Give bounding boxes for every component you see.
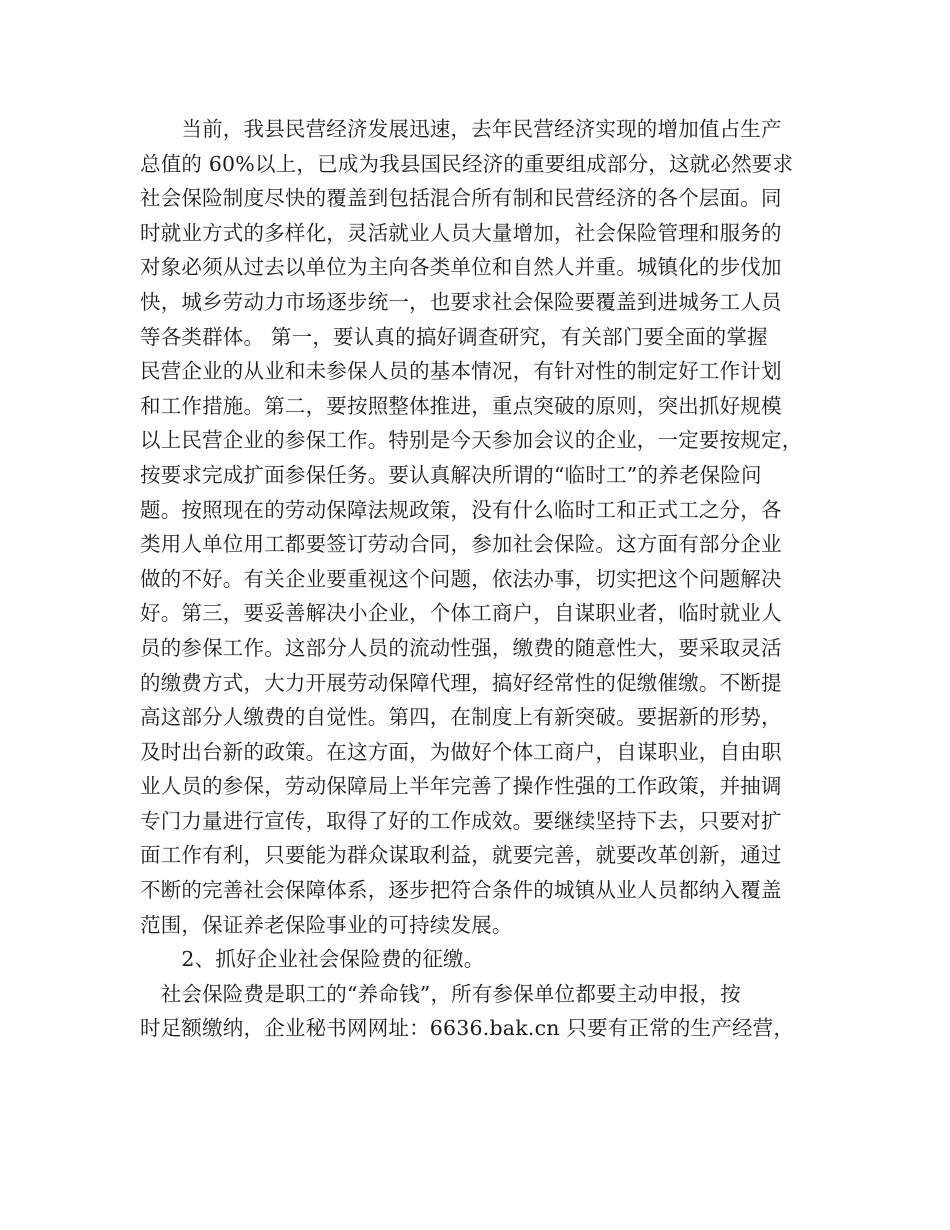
text-line: 以上民营企业的参保工作。特别是今天参加会议的企业，一定要按规定，	[140, 428, 803, 453]
text-line: 不断的完善社会保障体系，逐步把符合条件的城镇从业人员都纳入覆盖	[140, 878, 782, 903]
text-line: 民营企业的从业和未参保人员的基本情况，有针对性的制定好工作计划	[140, 359, 782, 384]
text-line: 高这部分人缴费的自觉性。第四，在制度上有新突破。要据新的形势，	[140, 705, 782, 730]
text-line: 及时出台新的政策。在这方面，为做好个体工商户，自谋职业，自由职	[140, 739, 782, 764]
text-line: 等各类群体。 第一，要认真的搞好调查研究，有关部门要全面的掌握	[140, 324, 768, 349]
text-line: 当前，我县民营经济发展迅速，去年民营经济实现的增加值占生产	[140, 117, 782, 141]
text-line: 时就业方式的多样化，灵活就业人员大量增加，社会保险管理和服务的	[140, 220, 782, 245]
text-line: 社会保险费是职工的“养命钱”，所有参保单位都要主动申报，按	[140, 981, 741, 1006]
text-line: 专门力量进行宣传，取得了好的工作成效。要继续坚持下去，只要对扩	[140, 808, 782, 833]
section-heading: 2、抓好企业社会保险费的征缴。	[140, 947, 485, 972]
text-line: 时足额缴纳，企业秘书网网址：6636.bak.cn 只要有正常的生产经营，	[140, 1016, 795, 1041]
text-line: 做的不好。有关企业要重视这个问题，依法办事，切实把这个问题解决	[140, 566, 782, 591]
text-line: 类用人单位用工都要签订劳动合同，参加社会保险。这方面有部分企业	[140, 532, 782, 557]
text-line: 员的参保工作。这部分人员的流动性强，缴费的随意性大，要采取灵活	[140, 635, 782, 660]
text-line: 范围，保证养老保险事业的可持续发展。	[140, 912, 513, 937]
text-line: 和工作措施。第二，要按照整体推进，重点突破的原则，突出抓好规模	[140, 393, 782, 418]
text-line: 面工作有利，只要能为群众谋取利益，就要完善，就要改革创新，通过	[140, 843, 782, 868]
text-line: 好。第三，要妥善解决小企业，个体工商户，自谋职业者，临时就业人	[140, 601, 782, 626]
text-line: 社会保险制度尽快的覆盖到包括混合所有制和民营经济的各个层面。同	[140, 186, 782, 211]
body-text	[140, 112, 820, 1046]
text-line: 总值的 60%以上，已成为我县国民经济的重要组成部分，这就必然要求	[140, 151, 794, 176]
text-line: 的缴费方式，大力开展劳动保障代理，搞好经常性的促缴催缴。不断提	[140, 670, 782, 695]
text-line: 对象必须从过去以单位为主向各类单位和自然人并重。城镇化的步伐加	[140, 255, 782, 280]
text-line: 业人员的参保，劳动保障局上半年完善了操作性强的工作政策，并抽调	[140, 774, 782, 799]
text-line: 按要求完成扩面参保任务。要认真解决所谓的“临时工”的养老保险问	[140, 462, 762, 487]
text-line: 快，城乡劳动力市场逐步统一，也要求社会保险要覆盖到进城务工人员	[140, 289, 782, 314]
text-line: 题。按照现在的劳动保障法规政策，没有什么临时工和正式工之分，各	[140, 497, 782, 522]
